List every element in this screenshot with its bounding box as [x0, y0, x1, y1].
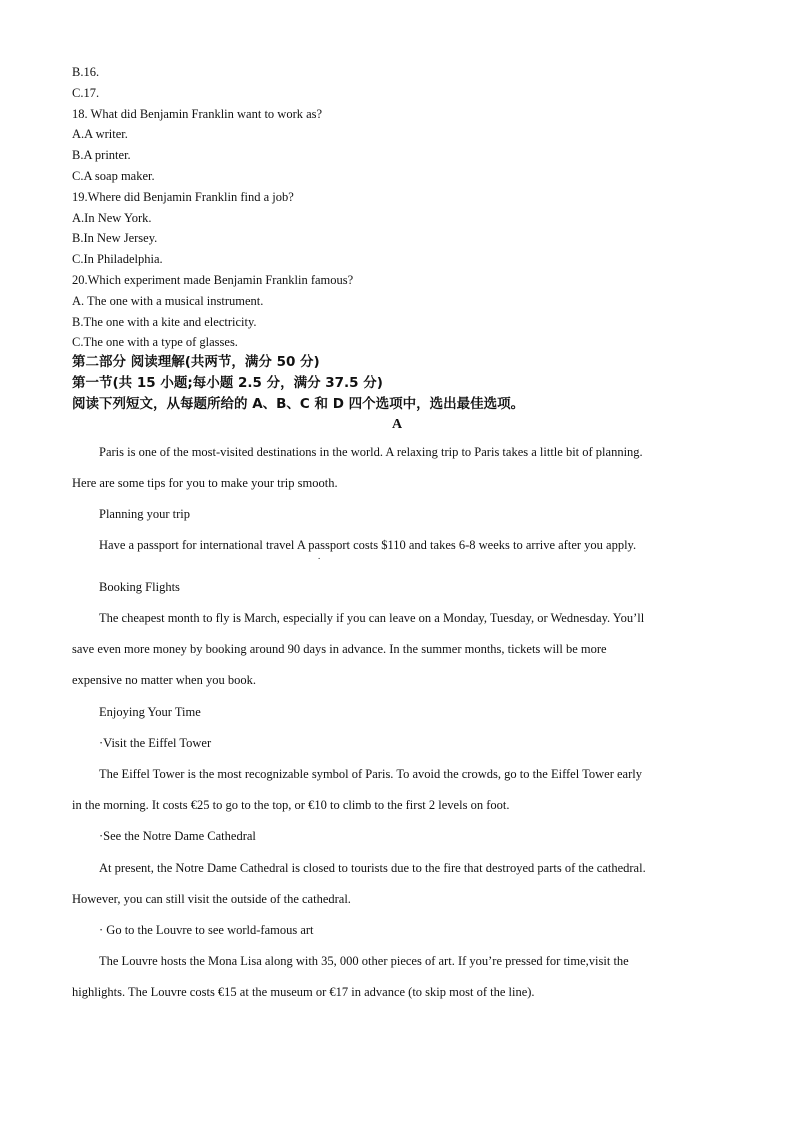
- bullet-notre: ·See the Notre Dame Cathedral: [99, 829, 256, 843]
- bullet-eiffel: ·Visit the Eiffel Tower: [99, 736, 212, 750]
- option-20c: C.The one with a type of glasses.: [72, 335, 238, 349]
- stray-dot: .: [318, 551, 321, 561]
- heading-booking: Booking Flights: [99, 580, 180, 594]
- passage-louvre-1: The Louvre hosts the Mona Lisa along with 35, 000 other pieces of art. If you’re pressed for time,visit the: [99, 954, 629, 968]
- passage-louvre-2: highlights. The Louvre costs €15 at the museum or €17 in advance (to skip most of the line).: [72, 985, 535, 999]
- option-18c: C.A soap maker.: [72, 169, 155, 183]
- passage-passport: Have a passport for international travel A passport costs $110 and takes 6-8 weeks to arrive after you apply.: [99, 538, 637, 552]
- passage-booking-3: expensive no matter when you book.: [72, 673, 256, 687]
- passage-eiffel-2: in the morning. It costs €25 to go to the top, or €10 to climb to the first 2 levels on foot.: [72, 798, 510, 812]
- option-18b: B.A printer.: [72, 148, 131, 162]
- option-17c: C.17.: [72, 86, 100, 100]
- section-title: 第一节(共 15 小题;每小题 2.5 分，满分 37.5 分): [72, 375, 383, 391]
- option-20b: B.The one with a kite and electricity.: [72, 315, 257, 329]
- option-19b: B.In New Jersey.: [72, 231, 158, 245]
- passage-p1-line2: Here are some tips for you to make your trip smooth.: [72, 476, 338, 490]
- question-19: 19.Where did Benjamin Franklin find a job?: [72, 190, 294, 204]
- passage-label: A: [391, 417, 403, 432]
- option-19a: A.In New York.: [72, 211, 152, 225]
- option-20a: A. The one with a musical instrument.: [72, 294, 264, 308]
- heading-planning: Planning your trip: [99, 507, 190, 521]
- option-17b: B.16.: [72, 65, 100, 79]
- heading-enjoying: Enjoying Your Time: [99, 705, 201, 719]
- part-title: 第二部分 阅读理解(共两节，满分 50 分): [72, 354, 320, 370]
- question-20: 20.Which experiment made Benjamin Franklin famous?: [72, 273, 354, 287]
- option-18a: A.A writer.: [72, 127, 128, 141]
- passage-p1-line1: Paris is one of the most-visited destinations in the world. A relaxing trip to Paris takes a little bit of planning.: [99, 445, 643, 459]
- passage-booking-2: save even more money by booking around 90 days in advance. In the summer months, tickets will be more: [72, 642, 607, 656]
- passage-notre-1: At present, the Notre Dame Cathedral is closed to tourists due to the fire that destroyed parts of the cathedral.: [99, 861, 646, 875]
- bullet-louvre: · Go to the Louvre to see world-famous art: [99, 923, 314, 937]
- passage-booking-1: The cheapest month to fly is March, especially if you can leave on a Monday, Tuesday, or Wednesday. You’ll: [99, 611, 645, 625]
- option-19c: C.In Philadelphia.: [72, 252, 163, 266]
- passage-eiffel-1: The Eiffel Tower is the most recognizable symbol of Paris. To avoid the crowds, go to the Eiffel Tower early: [99, 767, 642, 781]
- passage-notre-2: However, you can still visit the outside of the cathedral.: [72, 892, 351, 906]
- instructions: 阅读下列短文，从每题所给的 A、B、C 和 D 四个选项中，选出最佳选项。: [72, 396, 525, 412]
- question-18: 18. What did Benjamin Franklin want to work as?: [72, 107, 323, 121]
